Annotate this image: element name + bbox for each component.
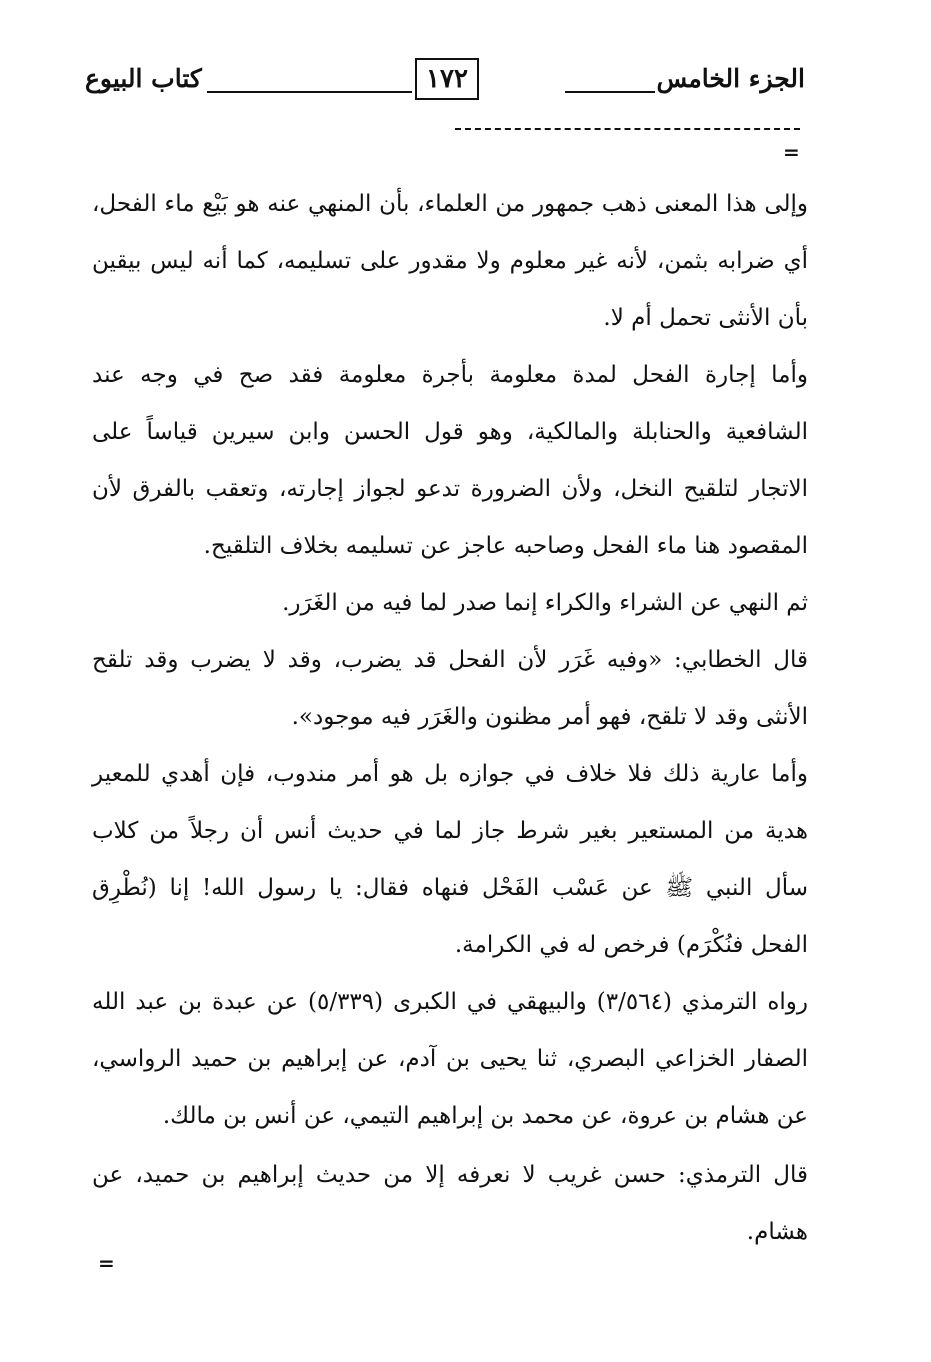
equals-mark-bottom: =	[98, 1251, 115, 1275]
volume-title: الجزء الخامس	[656, 64, 805, 93]
paragraph: رواه الترمذي (٣/٥٦٤) والبيهقي في الكبرى (٥/٣٣٩) عن عبدة بن عبد الله الصفار الخزاعي البصري، ثنا يحيى بن آدم، عن إبراهيم بن حميد الرواسي، عن هشام بن عروة، عن محمد بن إبراهيم التيمي، عن أنس بن مالك.	[92, 989, 808, 1129]
header-rule-right	[565, 91, 655, 93]
dashed-separator	[455, 128, 800, 130]
page-header	[85, 58, 805, 108]
equals-mark-top: =	[783, 140, 800, 164]
paragraph: وأما عارية ذلك فلا خلاف في جوازه بل هو أمر مندوب، فإن أهدي للمعير هدية من المستعير بغير شرط جاز لما في حديث أنس أن رجلاً من كلاب سأل النبي ﷺ عن عَسْب الفَحْل فنهاه فقال: يا رسول الله! إنا (نُطْرِق الفحل فنُكْرَم) فرخص له في الكرامة.	[92, 761, 808, 958]
paragraph: قال الخطابي: «وفيه غَرَر لأن الفحل قد يضرب، وقد لا يضرب وقد تلقح الأنثى وقد لا تلقح، فهو أمر مظنون والغَرَر فيه موجود».	[92, 647, 808, 730]
book-title: كتاب البيوع	[85, 64, 202, 93]
paragraph: ثم النهي عن الشراء والكراء إنما صدر لما فيه من الغَرَر.	[282, 590, 808, 616]
header-rule-left	[207, 91, 412, 93]
paragraph: وإلى هذا المعنى ذهب جمهور من العلماء، بأن المنهي عنه هو بَيْع ماء الفحل، أي ضرابه بثمن، لأنه غير معلوم ولا مقدور على تسليمه، كما أنه ليس بيقين بأن الأنثى تحمل أم لا.	[92, 191, 808, 331]
paragraph: وأما إجارة الفحل لمدة معلومة بأجرة معلومة فقد صح في وجه عند الشافعية والحنابلة والمالكية، وهو قول الحسن وابن سيرين قياساً على الاتجار لتلقيح النخل، ولأن الضرورة تدعو لجواز إجارته، وتعقب بالفرق لأن المقصود هنا ماء الفحل وصاحبه عاجز عن تسليمه بخلاف التلقيح.	[92, 362, 808, 559]
paragraph: قال الترمذي: حسن غريب لا نعرفه إلا من حديث إبراهيم بن حميد، عن هشام.	[92, 1162, 808, 1245]
page-number: ١٧٢	[415, 58, 479, 100]
body-text	[92, 176, 808, 1261]
